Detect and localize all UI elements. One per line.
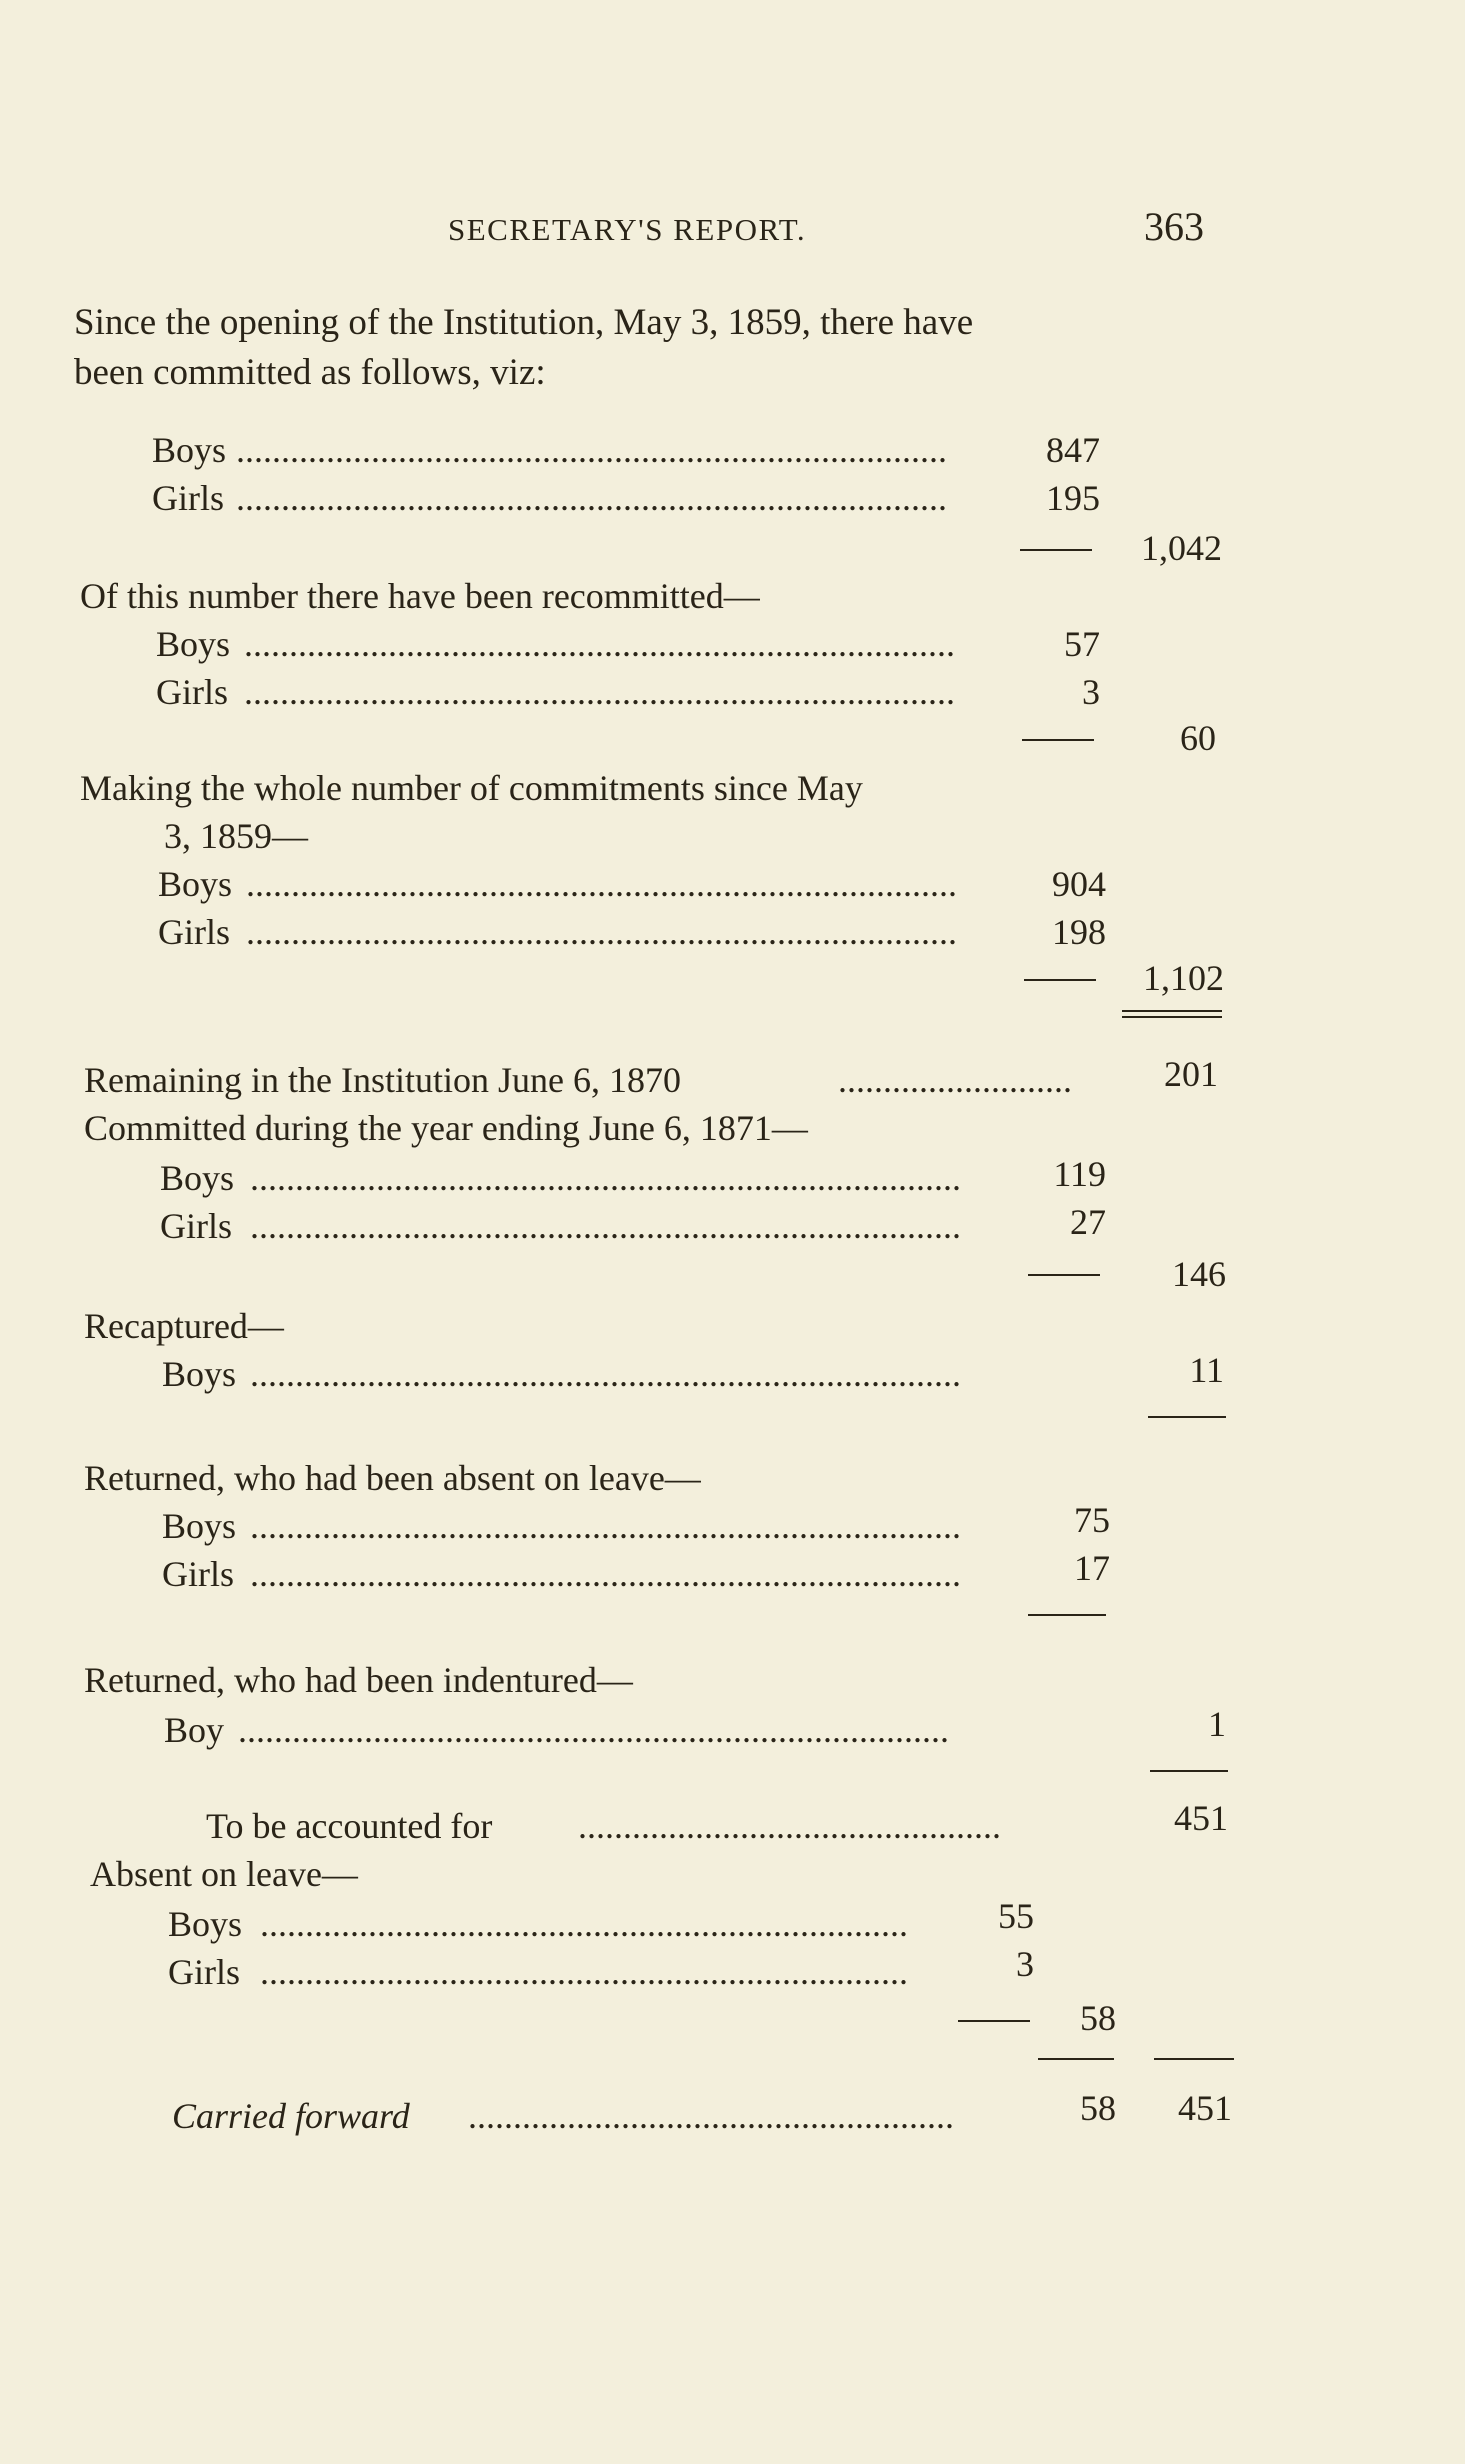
dot-leader: ............................................................................... [250,1158,961,1198]
dot-leader: ............................................................................... [244,672,955,712]
committed-year-girls-value: 27 [1070,1202,1106,1242]
committed-year-boys-label: Boys [160,1158,235,1198]
double-rule [1122,1010,1222,1018]
sum-rule [1154,2058,1234,2060]
recommitted-total: 60 [1180,718,1216,758]
committed-girls-label: Girls [152,478,224,518]
recaptured-boys-value: 11 [1189,1350,1224,1390]
dot-leader: ............................................................................... [246,912,957,952]
dot-leader: ............................................................................... [250,1506,961,1546]
absent-leave-boys-value: 55 [998,1896,1034,1936]
returned-leave-heading: Returned, who had been absent on leave— [84,1458,701,1498]
returned-indentured-boy-value: 1 [1208,1704,1226,1744]
whole-boys-label: Boys [158,864,233,904]
whole-girls-label: Girls [158,912,230,952]
recommitted-girls-value: 3 [1082,672,1100,712]
carried-forward-col1: 58 [1080,2088,1116,2128]
committed-boys-label: Boys [152,430,227,470]
recaptured-boys-label: Boys [162,1354,237,1394]
whole-total: 1,102 [1143,958,1224,998]
accounted-label: To be accounted for [206,1806,493,1846]
dot-leader: ............................................................................... [246,864,957,904]
committed-year-total: 146 [1172,1254,1226,1294]
returned-leave-girls-value: 17 [1074,1548,1110,1588]
absent-leave-girls-label: Girls [168,1952,240,1992]
dot-leader: ............................................... [578,1806,1001,1846]
recommitted-boys-value: 57 [1064,624,1100,664]
absent-leave-boys-label: Boys [168,1904,243,1944]
sum-rule [1028,1614,1106,1616]
dot-leader: ............................................................................... [250,1206,961,1246]
returned-leave-boys-value: 75 [1074,1500,1110,1540]
dot-leader: ............................................................................... [250,1354,961,1394]
remaining-label: Remaining in the Institution June 6, 1870 [84,1060,681,1100]
returned-leave-girls-label: Girls [162,1554,234,1594]
remaining-value: 201 [1164,1054,1218,1094]
sum-rule [1038,2058,1114,2060]
whole-heading-line-2: 3, 1859— [164,816,308,856]
intro-line-2: been committed as follows, viz: [74,352,546,393]
returned-indentured-boy-label: Boy [164,1710,225,1750]
committed-year-heading: Committed during the year ending June 6, 1871— [84,1108,808,1148]
dot-leader: ............................................................................... [236,430,947,470]
returned-indentured-heading: Returned, who had been indentured— [84,1660,633,1700]
intro-line-1: Since the opening of the Institution, May 3, 1859, there have [74,302,974,343]
recaptured-heading: Recaptured— [84,1306,284,1346]
running-title: SECRETARY'S REPORT. [448,212,807,247]
dot-leader: ........................................................................ [260,1952,908,1992]
page-number: 363 [1144,204,1204,249]
committed-total: 1,042 [1141,528,1222,568]
sum-rule [1150,1770,1228,1772]
absent-leave-total: 58 [1080,1998,1116,2038]
returned-leave-boys-label: Boys [162,1506,237,1546]
recommitted-heading: Of this number there have been recommitted— [80,576,760,616]
recommitted-boys-label: Boys [156,624,231,664]
dot-leader: .......................... [838,1060,1072,1100]
dot-leader: ........................................................................ [260,1904,908,1944]
carried-forward-col2: 451 [1178,2088,1232,2128]
committed-boys-value: 847 [1046,430,1100,470]
committed-girls-value: 195 [1046,478,1100,518]
dot-leader: ............................................................................... [244,624,955,664]
dot-leader: ...................................................... [468,2096,954,2136]
sum-rule [1148,1416,1226,1418]
absent-leave-girls-value: 3 [1016,1944,1034,1984]
carried-forward-label: Carried forward [172,2096,410,2136]
accounted-value: 451 [1174,1798,1228,1838]
whole-heading-line-1: Making the whole number of commitments since May [80,768,863,808]
dot-leader: ............................................................................... [236,478,947,518]
absent-leave-heading: Absent on leave— [90,1854,358,1894]
recommitted-girls-label: Girls [156,672,228,712]
whole-boys-value: 904 [1052,864,1106,904]
dot-leader: ............................................................................... [250,1554,961,1594]
committed-year-boys-value: 119 [1053,1154,1106,1194]
committed-year-girls-label: Girls [160,1206,232,1246]
whole-girls-value: 198 [1052,912,1106,952]
dot-leader: ............................................................................... [238,1710,949,1750]
